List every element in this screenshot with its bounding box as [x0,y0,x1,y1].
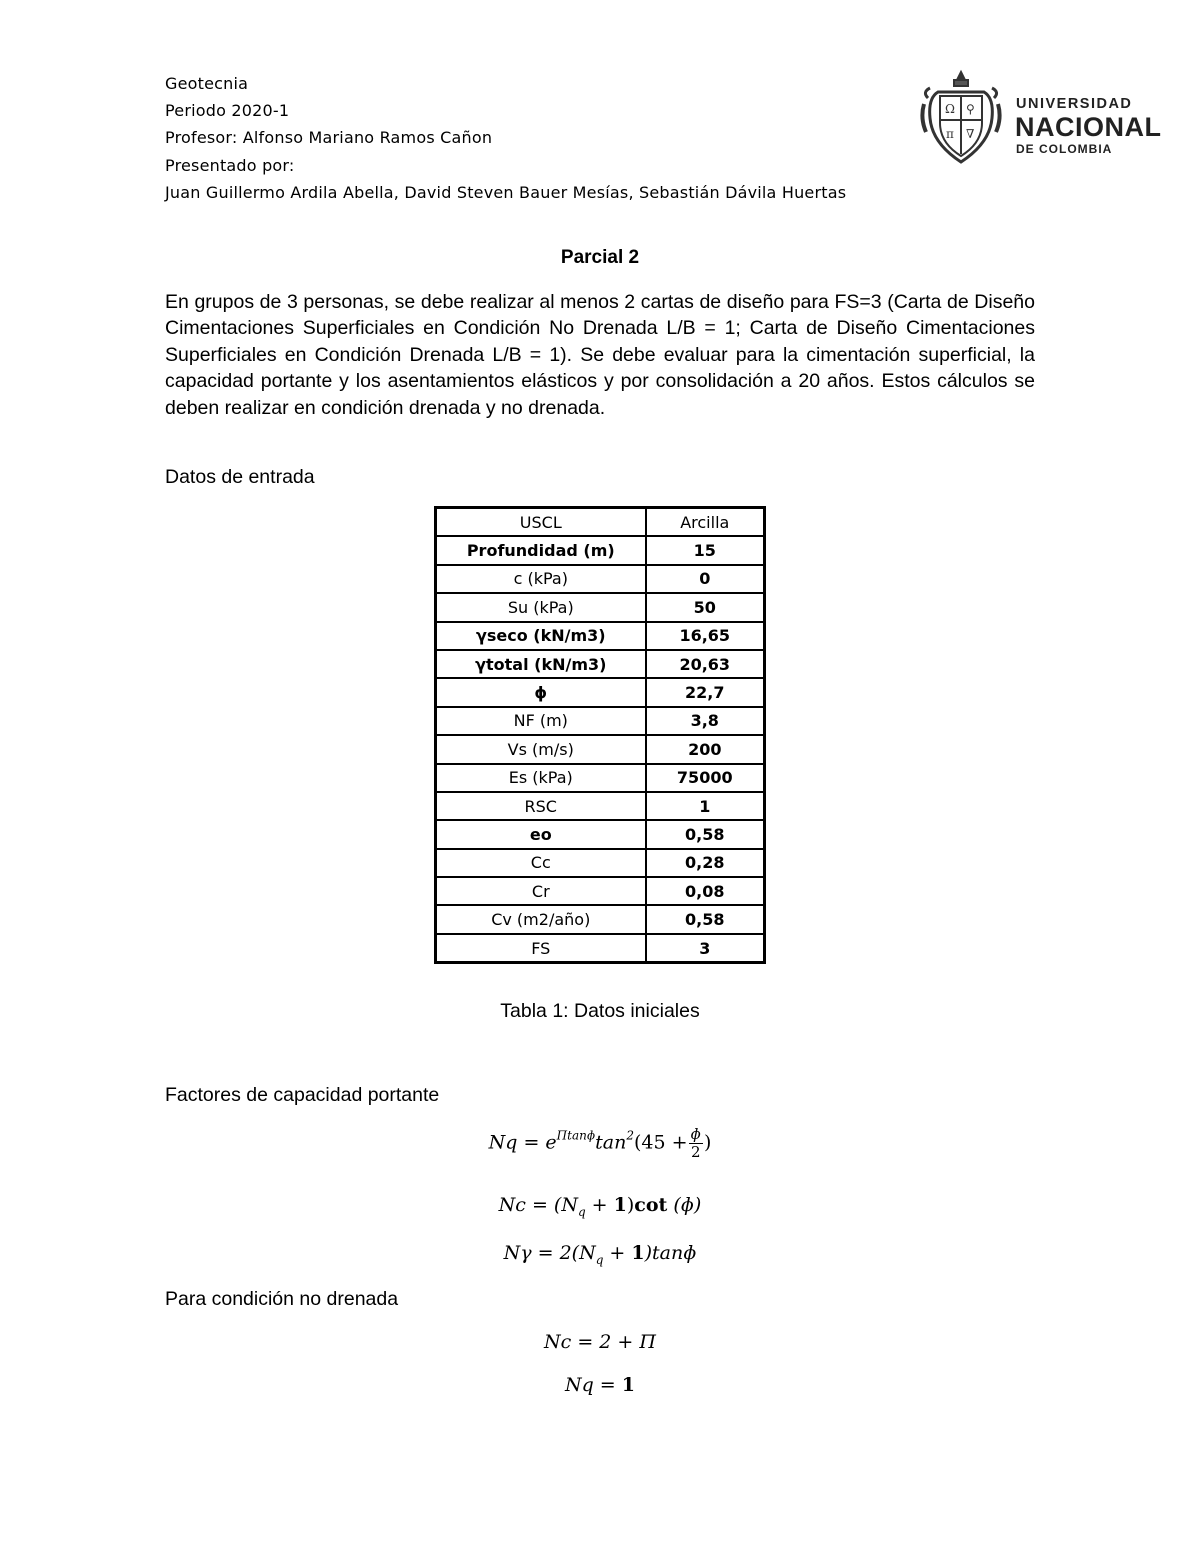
param-cell: Cv (m2/año) [436,905,646,933]
eq-nq-fraction [689,1126,703,1161]
table-caption: Tabla 1: Datos iniciales [500,1000,700,1022]
param-cell: c (kPa) [436,565,646,593]
param-cell: γtotal (kN/m3) [436,650,646,678]
logo-line-1: UNIVERSIDAD [1016,96,1133,112]
value-cell: 0,58 [646,905,765,933]
value-cell: 3 [646,934,765,963]
eq-nq-square: 2 [626,1128,634,1143]
authors: Juan Guillermo Ardila Abella, David Steven Bauer Mesías, Sebastián Dávila Huertas [165,182,847,202]
eq-ng-one: 1 [631,1242,645,1264]
logo-line-3: DE COLOMBIA [1016,142,1113,156]
table-row [436,764,765,792]
eq-nc-sub: q [577,1205,586,1219]
equation-nc-undrained: Nc = 2 + Π [544,1331,656,1353]
value-cell: Arcilla [646,508,765,537]
eq-nc-cot: cot [634,1194,668,1216]
table-row [436,849,765,877]
param-cell: Vs (m/s) [436,735,646,763]
table-row [436,905,765,933]
table-row [436,508,765,537]
eq-nc-one: 1 [613,1194,627,1216]
eq-nq-und-val: 1 [621,1374,636,1396]
eq-nq-und-lhs: Nq = [564,1374,622,1396]
value-cell: 3,8 [646,707,765,735]
table-row [436,622,765,650]
value-cell: 200 [646,735,765,763]
eq-nc-lhs: Nc = (N [498,1194,578,1216]
input-data-table [434,506,766,964]
presented-by-label: Presentado por: [165,155,295,175]
value-cell: 0,58 [646,820,765,848]
course-name: Geotecnia [165,74,249,93]
intro-paragraph: En grupos de 3 personas, se debe realizar al menos 2 cartas de diseño para FS=3 (Carta de Diseño Cimentaciones Superficiales en Condición No Drenada L/B = 1; Carta de Diseño Cimentaciones Superficiales en Condición Drenada L/B = 1). Se debe evaluar para la cimentación superficial, la capacidad portante y los asentamientos elásticos y por consolidación a 20 años. Estos cálculos se deben realizar en condición drenada y no drenada. [165,291,1035,419]
table-row [436,536,765,564]
param-cell: Su (kPa) [436,593,646,621]
value-cell: 50 [646,593,765,621]
page-title: Parcial 2 [560,247,640,268]
param-cell: Cc [436,849,646,877]
eq-nq-close: ) [703,1131,712,1154]
equation-nq [0,1126,1200,1161]
value-cell: 0,28 [646,849,765,877]
equation-nc [0,1194,1200,1219]
value-cell: 22,7 [646,678,765,706]
param-cell: γseco (kN/m3) [436,622,646,650]
value-cell: 0 [646,565,765,593]
param-cell: eo [436,820,646,848]
eq-ng-lhs: Nγ = 2(N [503,1242,596,1264]
university-seal-icon [918,68,1004,168]
eq-nc-plus: + [585,1194,614,1216]
datos-entrada-label: Datos de entrada [165,466,315,488]
eq-nq-tan: tan [595,1131,627,1154]
svg-text:π: π [946,127,954,141]
param-cell: Cr [436,877,646,905]
table-row [436,678,765,706]
param-cell: FS [436,934,646,963]
param-cell: ɸ [436,678,646,706]
eq-nq-exponent: Πtanɸ [556,1128,596,1143]
param-cell: RSC [436,792,646,820]
eq-nc-paren: ) [626,1194,635,1216]
university-logo [918,68,1168,168]
param-cell: USCL [436,508,646,537]
param-cell: NF (m) [436,707,646,735]
equation-nq-undrained [0,1374,1200,1396]
table-row [436,792,765,820]
eq-nq-den: 2 [690,1143,701,1161]
eq-ng-sub: q [595,1253,604,1267]
table-row [436,820,765,848]
eq-nc-arg: (ɸ) [667,1194,702,1216]
equation-ngamma [0,1242,1200,1267]
value-cell: 15 [646,536,765,564]
eq-nq-open: (45 + [633,1131,688,1154]
value-cell: 16,65 [646,622,765,650]
table-row [436,593,765,621]
value-cell: 1 [646,792,765,820]
table-row [436,934,765,963]
table-row [436,565,765,593]
value-cell: 20,63 [646,650,765,678]
value-cell: 0,08 [646,877,765,905]
svg-text:⚲: ⚲ [966,102,975,116]
table-row [436,735,765,763]
table-row [436,877,765,905]
document-header [165,70,925,206]
param-cell: Profundidad (m) [436,536,646,564]
eq-ng-rest: )tanɸ [644,1242,697,1264]
param-cell: Es (kPa) [436,764,646,792]
eq-ng-plus: + [603,1242,632,1264]
value-cell: 75000 [646,764,765,792]
period: Periodo 2020-1 [165,101,290,121]
svg-text:∇: ∇ [966,127,975,141]
no-drenada-label: Para condición no drenada [165,1288,399,1310]
eq-nq-num: ɸ [690,1125,701,1143]
eq-nq-lhs: Nq = e [488,1131,557,1154]
svg-text:Ω: Ω [945,102,955,116]
table-row [436,707,765,735]
logo-line-2: NACIONAL [1015,112,1162,142]
factores-label: Factores de capacidad portante [165,1084,440,1106]
professor: Profesor: Alfonso Mariano Ramos Cañon [165,128,493,148]
table-row [436,650,765,678]
